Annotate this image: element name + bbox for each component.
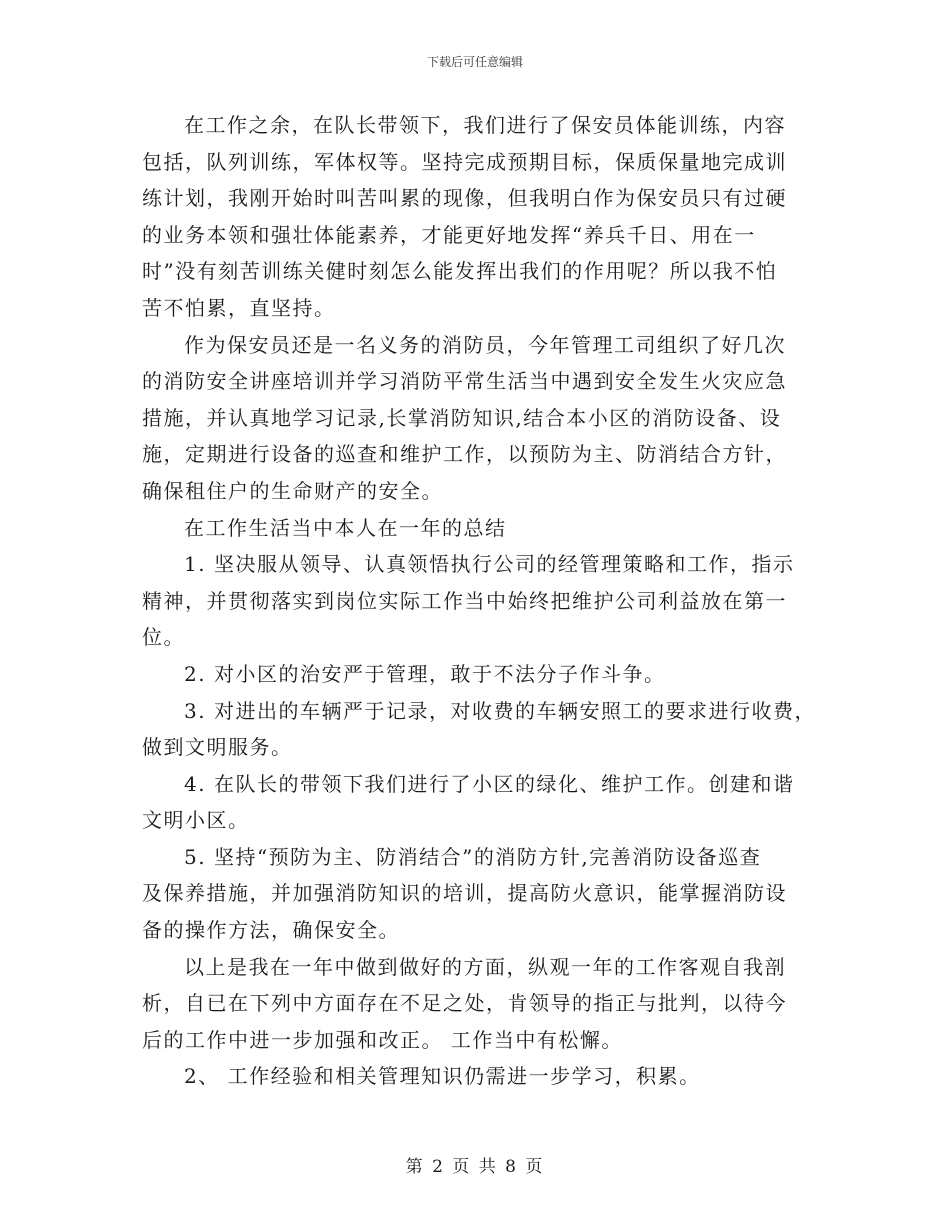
text-line: 的业务本领和强壮体能素养，才能更好地发挥“养兵千日、用在一 — [142, 222, 756, 247]
text-line: 时”没有刻苦训练关健时刻怎么能发挥出我们的作用呢？所以我不怕 — [142, 259, 778, 284]
text-line: 施，定期进行设备的巡查和维护工作，以预防为主、防消结合方针， — [142, 442, 787, 467]
text-line: 措施，并认真地学习记录,长掌消防知识,结合本小区的消防设备、设 — [142, 405, 782, 430]
list-item: 1. 坚决服从领导、认真领悟执行公司的经管理策略和工作，指示 — [184, 552, 795, 577]
text-line: 文明小区。 — [142, 808, 250, 833]
text-line: 练计划，我刚开始时叫苦叫累的现像，但我明白作为保安员只有过硬 — [142, 186, 787, 211]
text-line: 确保租住户的生命财产的安全。 — [142, 478, 443, 503]
text-line: 精神，并贯彻落实到岗位实际工作当中始终把维护公司利益放在第一 — [142, 588, 787, 613]
list-item: 4. 在队长的带领下我们进行了小区的绿化、维护工作。创建和谐 — [184, 771, 795, 796]
text-line: 在工作之余，在队长带领下，我们进行了保安员体能训练，内容 — [184, 113, 786, 137]
document-body — [142, 107, 816, 1095]
text-line: 以上是我在一年中做到做好的方面，纵观一年的工作客观自我剖 — [184, 954, 786, 979]
text-line: 包括，队列训练，军体权等。坚持完成预期目标，保质保量地完成训 — [142, 149, 787, 174]
list-item: 3. 对进出的车辆严于记录，对收费的车辆安照工的要求进行收费， — [184, 698, 816, 723]
text-line: 的消防安全讲座培训并学习消防平常生活当中遇到安全发生火灾应急 — [142, 369, 787, 394]
text-line: 备的操作方法，确保安全。 — [142, 918, 400, 943]
text-line: 后的工作中进一步加强和改正。 工作当中有松懈。 — [142, 1027, 623, 1052]
page-header: 下载后可任意编辑 — [426, 55, 523, 69]
section-heading: 在工作生活当中本人在一年的总结 — [184, 515, 507, 540]
list-item: 2、 工作经验和相关管理知识仍需进一步学习，积累。 — [184, 1064, 701, 1089]
text-line: 及保养措施，并加强消防知识的培训，提高防火意识，能掌握消防设 — [142, 881, 787, 906]
text-line: 析，自已在下列中方面存在不足之处，肯领导的指正与批判，以待今 — [142, 991, 787, 1016]
page-number: 第 2 页 共 8 页 — [405, 1157, 545, 1177]
list-item: 5. 坚持“预防为主、防消结合”的消防方针,完善消防设备巡查 — [184, 844, 762, 869]
text-line: 位。 — [142, 625, 185, 650]
text-line: 苦不怕累，直坚持。 — [142, 295, 336, 320]
list-item: 2. 对小区的治安严于管理，敢于不法分子作斗争。 — [184, 661, 666, 686]
text-line: 做到文明服务。 — [142, 735, 293, 760]
text-line: 作为保安员还是一名义务的消防员，今年管理工司组织了好几次 — [184, 332, 786, 357]
